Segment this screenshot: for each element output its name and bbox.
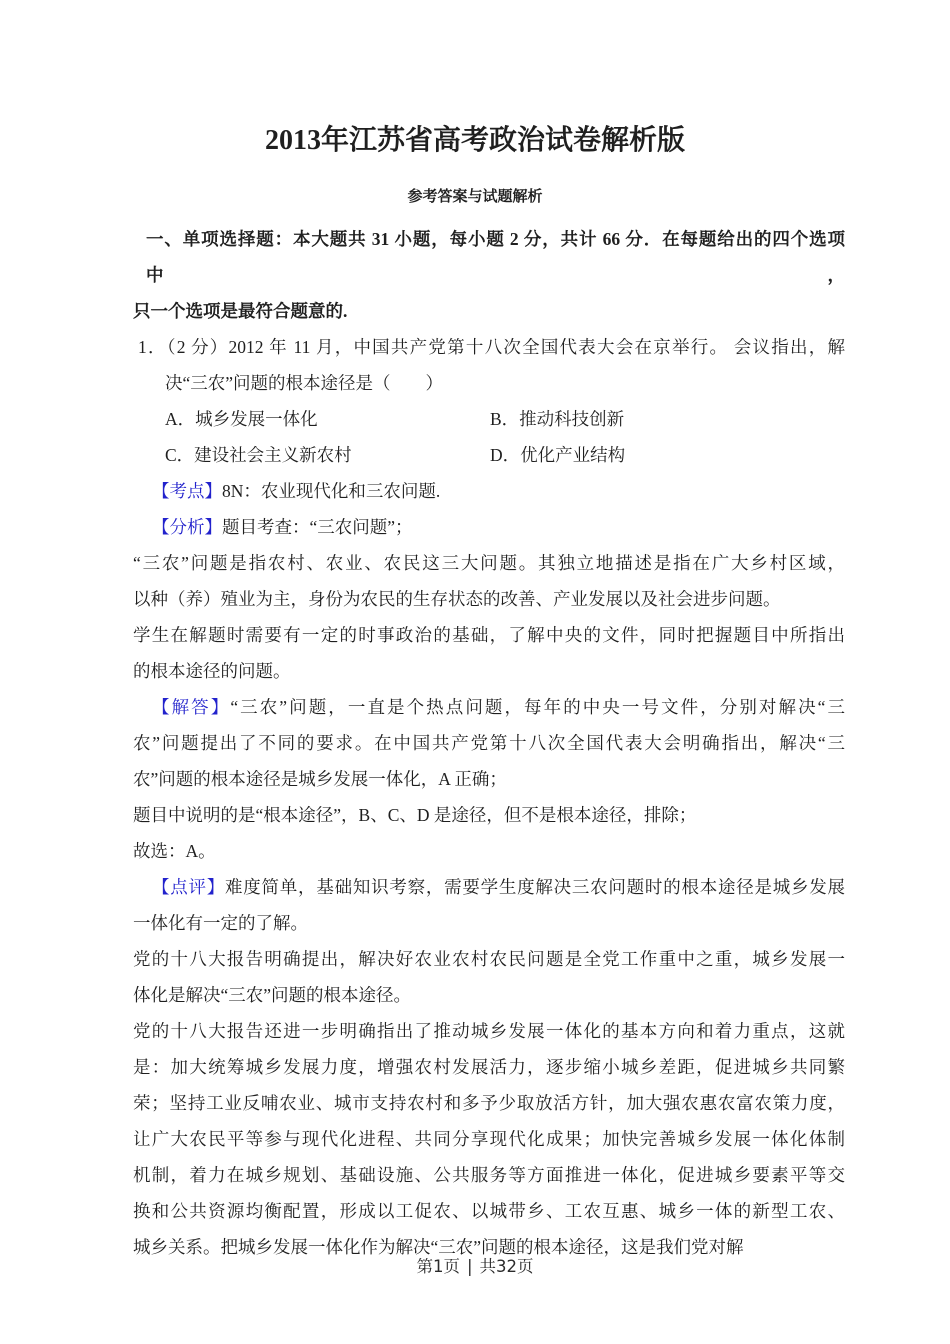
question-1-stem-line-2: 决“三农”问题的根本途径是（ ） [165, 373, 444, 393]
comment-body-line: 荣；坚持工业反哺农业、城市支持农村和多予少取放活方针，加大强农惠农富农策力度， [133, 1093, 845, 1113]
footer-total-pages: 共32页 [479, 1257, 534, 1276]
analysis-body-line: “三农”问题是指农村、农业、农民这三大问题。其独立地描述是指在广大乡村区域， [133, 553, 845, 573]
analysis-body-line: 学生在解题时需要有一定的时事政治的基础，了解中央的文件，同时把握题目中所指出 [133, 625, 845, 645]
exam-point-tag: 【考点】 [152, 481, 222, 501]
analysis-body-line: 的根本途径的问题。 [133, 661, 291, 681]
document-body [133, 221, 845, 1265]
option-b: B．推动科技创新 [490, 409, 625, 429]
question-1-stem-line-1: 1．（2 分）2012 年 11 月，中国共产党第十八次全国代表大会在京举行。 会议指出，解 [138, 337, 845, 357]
analysis-tag-text: 题目考查：“三农问题”； [222, 517, 413, 537]
option-a: A．城乡发展一体化 [165, 409, 318, 429]
options-row-2 [133, 437, 845, 473]
footer-separator: | [466, 1257, 473, 1276]
page-subtitle: 参考答案与试题解析 [407, 189, 543, 205]
comment-tag-line [133, 869, 845, 905]
exam-point-text: 8N：农业现代化和三农问题. [222, 481, 441, 501]
exam-point-line [133, 473, 845, 509]
comment-body-line: 一体化有一定的了解。 [133, 913, 308, 933]
options-row-1 [133, 401, 845, 437]
option-c: C．建设社会主义新农村 [165, 445, 352, 465]
answer-tag-text: “三农”问题，一直是个热点问题，每年的中央一号文件，分别对解决“三 [230, 697, 846, 717]
footer-page-number: 第1页 [416, 1257, 460, 1276]
comment-body-line: 体化是解决“三农”问题的根本途径。 [133, 985, 412, 1005]
comment-body-line: 让广大农民平等参与现代化进程、共同分享现代化成果；加快完善城乡发展一体化体制 [133, 1129, 845, 1149]
section-header-line-1: 一、单项选择题：本大题共 31 小题，每小题 2 分，共计 66 分．在每题给出的四个选项中， [146, 229, 845, 285]
answer-tag-line [133, 689, 845, 725]
comment-body-line: 是：加大统筹城乡发展力度，增强农村发展活力，逐步缩小城乡差距，促进城乡共同繁 [133, 1057, 845, 1077]
comment-tag-text: 难度简单，基础知识考察，需要学生度解决三农问题时的根本途径是城乡发展 [225, 877, 846, 897]
option-d: D．优化产业结构 [490, 445, 626, 465]
comment-body-line: 换和公共资源均衡配置，形成以工促农、以城带乡、工农互惠、城乡一体的新型工农、 [133, 1201, 845, 1221]
comment-body-line: 机制，着力在城乡规划、基础设施、公共服务等方面推进一体化，促进城乡要素平等交 [133, 1165, 845, 1185]
analysis-tag-line [133, 509, 845, 545]
comment-body-line: 城乡关系。把城乡发展一体化作为解决“三农”问题的根本途径，这是我们党对解 [133, 1237, 744, 1257]
page-title: 2013年江苏省高考政治试卷解析版 [264, 125, 685, 156]
page-footer [0, 1253, 950, 1277]
answer-body-line: 故选：A。 [133, 841, 216, 861]
comment-tag: 【点评】 [152, 877, 226, 897]
answer-body-line: 农”问题的根本途径是城乡发展一体化，A 正确； [133, 769, 507, 789]
analysis-body-line: 以种（养）殖业为主，身份为农民的生存状态的改善、产业发展以及社会进步问题。 [133, 589, 781, 609]
answer-tag: 【解答】 [152, 697, 231, 717]
comment-body-line: 党的十八大报告还进一步明确指出了推动城乡发展一体化的基本方向和着力重点，这就 [133, 1021, 845, 1041]
answer-body-line: 题目中说明的是“根本途径”，B、C、D 是途径，但不是根本途径，排除； [133, 805, 697, 825]
section-header-line-2: 只一个选项是最符合题意的. [133, 301, 348, 321]
analysis-tag: 【分析】 [152, 517, 222, 537]
comment-body-line: 党的十八大报告明确提出，解决好农业农村农民问题是全党工作重中之重，城乡发展一 [133, 949, 845, 969]
answer-body-line: 农”问题提出了不同的要求。在中国共产党第十八次全国代表大会明确指出，解决“三 [133, 733, 845, 753]
